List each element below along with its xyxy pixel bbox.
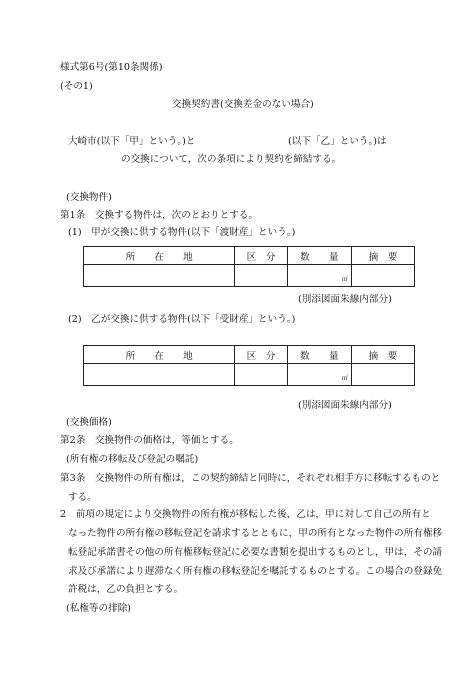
article3-para2-line1: 2 前項の規定により交換物件の所有権が移転した後，乙は，甲に対して自己の所有と — [60, 509, 431, 520]
cell-remarks — [351, 265, 414, 287]
article1-heading: 第1条 交換する物件は，次のとおりとする。 — [60, 210, 258, 221]
parties-line1-left: 大崎市(以下「甲」という。)と — [68, 136, 196, 147]
cell-quantity — [287, 265, 351, 287]
form-number: 様式第6号(第10条関係) — [60, 62, 163, 73]
header-quantity: 数 量 — [287, 247, 351, 265]
sub-number: (その1) — [60, 81, 93, 92]
article3-para2-line3: 転登記承諾書その他の所有権移転登記に必要な書類を提出するものとし，甲は，その請 — [68, 547, 443, 558]
unit-sqm: ㎡ — [341, 375, 348, 382]
unit-sqm: ㎡ — [341, 276, 348, 283]
header-location: 所 在 地 — [84, 247, 235, 265]
table2-note: (別添図面朱線内部分) — [298, 400, 392, 411]
cell-location — [84, 265, 235, 287]
receive-property-table — [83, 345, 415, 386]
cell-category — [235, 265, 287, 287]
article4-caption: (私権等の排除) — [66, 603, 132, 614]
header-category: 区 分 — [235, 346, 287, 364]
parties-line1-right: (以下「乙」という。)は — [288, 136, 387, 147]
item1-label: (1) 甲が交換に供する物件(以下「渡財産」という。) — [68, 227, 296, 238]
header-quantity: 数 量 — [287, 346, 351, 364]
document-title: 交換契約書(交換差金のない場合) — [172, 99, 314, 110]
header-remarks: 摘 要 — [351, 247, 414, 265]
header-remarks: 摘 要 — [351, 346, 414, 364]
table-header-row — [84, 346, 415, 364]
cell-quantity — [287, 364, 351, 386]
header-location: 所 在 地 — [84, 346, 235, 364]
article1-caption: (交換物件) — [66, 192, 112, 203]
transfer-property-table — [83, 246, 415, 287]
table-row — [84, 265, 415, 287]
article3-para2-line4: 求及び承諾により遅滞なく所有権の移転登記を嘱託するものとする。この場合の登録免 — [68, 566, 443, 577]
item2-label: (2) 乙が交換に供する物件(以下「受財産」という。) — [68, 314, 296, 325]
header-category: 区 分 — [235, 247, 287, 265]
table-row — [84, 364, 415, 386]
cell-category — [235, 364, 287, 386]
cell-location — [84, 364, 235, 386]
article2-caption: (交換価格) — [66, 417, 112, 428]
cell-remarks — [351, 364, 414, 386]
article3-caption: (所有権の移転及び登記の嘱託) — [66, 454, 199, 465]
table1-note: (別添図面朱線内部分) — [298, 294, 392, 305]
table-header-row — [84, 247, 415, 265]
article2-text: 第2条 交換物件の価格は，等価とする。 — [60, 435, 239, 446]
parties-line2: の交換について，次の条項により契約を締結する。 — [121, 154, 342, 165]
article3-para2-line5: 許税は，乙の負担とする。 — [68, 584, 184, 595]
article3-line1: 第3条 交換物件の所有権は，この契約締結と同時に，それぞれ相手方に移転するものと — [60, 473, 441, 484]
article3-para2-line2: なった物件の所有権の移転登記を請求するとともに，甲の所有となった物件の所有権移 — [68, 528, 443, 539]
article3-line2: する。 — [68, 492, 97, 503]
